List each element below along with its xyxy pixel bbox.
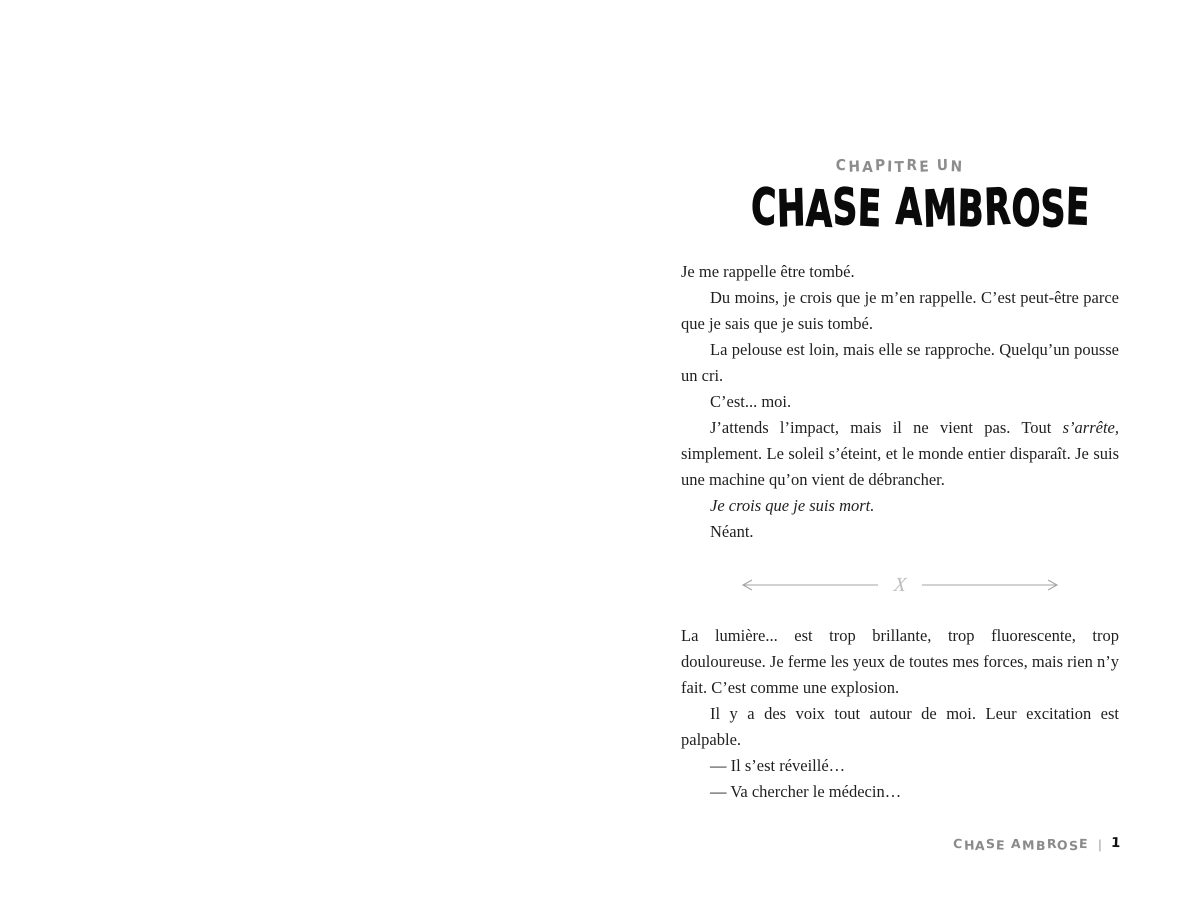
text-segment: — Va chercher le médecin… <box>710 782 902 801</box>
text-segment: Néant. <box>710 522 754 541</box>
text-segment: La lumière... est trop brillante, trop fluorescente, trop douloureuse. Je ferme les yeux de toutes mes forces, mais rien n’y fait. C’est comme une explosion. <box>681 626 1119 697</box>
italic-text-segment: Je crois que je suis mort. <box>710 496 875 515</box>
section-break-x: X <box>892 574 908 596</box>
paragraph <box>681 493 1119 519</box>
footer-separator: | <box>1098 836 1102 852</box>
long-left-arrow-icon <box>738 578 879 592</box>
text-segment: La pelouse est loin, mais elle se rapproche. Quelqu’un pousse un cri. <box>681 340 1119 385</box>
body-text-block-1 <box>681 259 1119 545</box>
body-text-block-2 <box>681 623 1119 805</box>
text-segment: C’est... moi. <box>710 392 792 411</box>
paragraph <box>681 337 1119 389</box>
paragraph <box>681 779 1119 805</box>
paragraph <box>681 519 1119 545</box>
paragraph <box>681 753 1119 779</box>
paragraph <box>681 389 1119 415</box>
paragraph <box>681 259 1119 285</box>
text-segment: Il y a des voix tout autour de moi. Leur excitation est palpable. <box>681 704 1119 749</box>
page-number: 1 <box>1110 834 1121 852</box>
chapter-label: CHAPITRE UN <box>835 155 965 177</box>
chapter-title: CHASE AMBROSE <box>750 177 1091 239</box>
long-right-arrow-icon <box>921 578 1062 592</box>
text-segment: J’attends l’impact, mais il ne vient pas. Tout <box>710 418 1063 437</box>
italic-text-segment: s’arrête, <box>1062 418 1119 437</box>
text-segment: Du moins, je crois que je m’en rappelle. C’est peut-être parce que je sais que je suis tombé. <box>681 288 1119 333</box>
paragraph <box>681 701 1119 753</box>
right-page <box>681 157 1119 805</box>
section-break <box>681 575 1119 595</box>
text-segment: simplement. Le soleil s’éteint, et le monde entier disparaît. Je suis une machine qu’on vient de débrancher. <box>681 444 1119 489</box>
paragraph <box>681 285 1119 337</box>
paragraph <box>681 415 1119 493</box>
text-segment: Je me rappelle être tombé. <box>681 262 855 281</box>
text-segment: — Il s’est réveillé… <box>710 756 846 775</box>
paragraph <box>681 623 1119 701</box>
running-title: CHASE AMBROSE <box>952 835 1090 853</box>
page-footer <box>953 836 1120 852</box>
